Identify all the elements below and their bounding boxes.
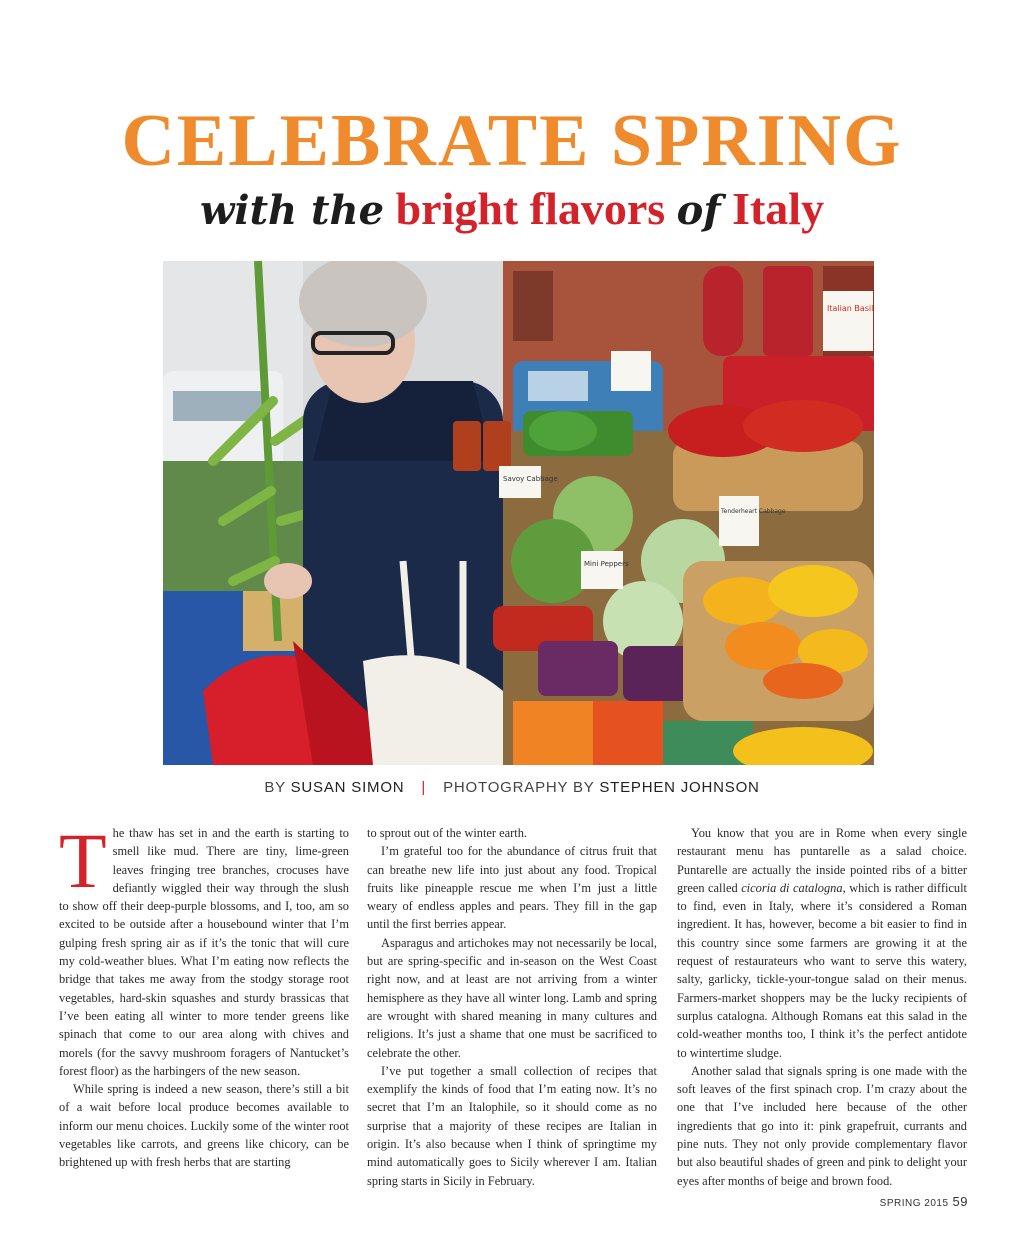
body-column-1 <box>59 817 349 1172</box>
sign-mini-peppers: Mini Peppers <box>584 560 629 568</box>
paragraph: to sprout out of the winter earth. <box>367 826 528 840</box>
paragraph: I’ve put together a small collection of recipes that exemplify the kinds of food that I’m eating now. It’s no secret that I’m an Italophile, so it should come as no surprise that a majority of these recipes are Italian in origin. It’s also because when I think of springtime my mind automatically goes to Sicily wherever I am. Italian spring starts in Sicily in February. <box>367 1063 657 1188</box>
sign-savoy-cabbage: Savoy Cabbage <box>503 475 558 483</box>
subtitle-part-3: of <box>676 187 721 234</box>
paragraph-text: You know that you are in Rome when every single restaurant menu has puntarelle as a salad choice. Puntarelle are actually the inside pointed ribs of a bitter green called <box>677 826 967 895</box>
body-column-2 <box>367 824 657 1190</box>
page-number: 59 <box>952 1194 968 1209</box>
paragraph-text: , which is rather difficult to find, even in Italy, where it’s considered a Roman ingredient. It has, however, become a bit easier to find in this country since some farmers are growing it at the request of restaurateurs who want to serve this watery, salty, garlicky, tickle-your-tongue salad on their menus. Farmers-market shoppers may be the lucky recipients of surplus catalogna. Although Romans eat this salad in the cold-weather months too, I think it’s the perfect antidote to wintertime sludge. <box>677 880 967 1060</box>
subtitle-part-1: with the <box>199 187 385 234</box>
subtitle-part-4: Italy <box>732 183 825 234</box>
paragraph: Asparagus and artichokes may not necessarily be local, but are spring-specific and in-season on the West Coast right now, and at least are not arriving from a winter hemisphere as they have all winter long. Lamb and spring are wrought with shared meaning in many cultures and religions. It’s just a shame that one must be sacrificed to celebrate the other. <box>367 935 657 1060</box>
paragraph: While spring is indeed a new season, there’s still a bit of a wait before local produce becomes available to inform our menu choices. Luckily some of the winter root vegetables like carrots, and greens like chicory, can be brightened up with fresh herbs that are starting <box>59 1082 349 1170</box>
subtitle-part-2: bright flavors <box>395 183 666 234</box>
paragraph: I’m grateful too for the abundance of citrus fruit that can breathe new life into just about any food. Tropical fruits like pineapple rescue me when I’m just a little weary of endless apples and pears. They fill in the gap until the first berries appear. <box>367 844 657 932</box>
byline-separator: | <box>421 779 427 796</box>
page-folio <box>880 1194 968 1209</box>
italic-term: cicoria di catalogna <box>741 880 843 895</box>
byline-photographer: STEPHEN JOHNSON <box>599 779 760 796</box>
byline <box>0 779 1024 796</box>
sign-tenderheart-cabbage: Tenderheart Cabbage <box>721 508 786 515</box>
body-column-3 <box>677 824 967 1190</box>
folio-issue: SPRING 2015 <box>879 1198 949 1209</box>
paragraph: he thaw has set in and the earth is starting to smell like mud. There are tiny, lime-green leaves fringing tree branches, crocuses have defiantly wiggled their way through the slush to show off their deep-purple blossoms, and I, too, am so excited to be outside after a housebound winter that I’m gulping fresh spring air as if it’s the tonic that will cure my cold-weather blues. What I’m eating now reflects the bridge that takes me away from the stodgy storage root vegetables, hard-skin squashes and sturdy brassicas that I’ve been eating all winter to more tender greens like spinach that come to our area along with chives and morels (for the savvy mushroom foragers of Nantucket’s forest floor) as the harbingers of the new season. <box>59 826 349 1078</box>
byline-by: BY <box>264 779 286 796</box>
byline-author: SUSAN SIMON <box>290 779 405 796</box>
market-photo <box>163 261 874 765</box>
byline-photography-by: PHOTOGRAPHY BY <box>443 779 595 796</box>
drop-cap: T <box>59 817 107 904</box>
paragraph <box>677 824 967 1062</box>
paragraph: Another salad that signals spring is one made with the soft leaves of the first spinach crop. I’m crazy about the one that I’ve included here because of the other ingredients that go into it: pink grapefruit, currants and pine nuts. They not only provide complementary flavor but also beautiful shades of green and pink to delight your eyes after months of beige and brown food. <box>677 1063 967 1188</box>
article-title: CELEBRATE SPRING <box>121 100 903 182</box>
article-subtitle <box>0 183 1024 234</box>
sign-italian-basil: Italian Basil <box>827 304 874 313</box>
